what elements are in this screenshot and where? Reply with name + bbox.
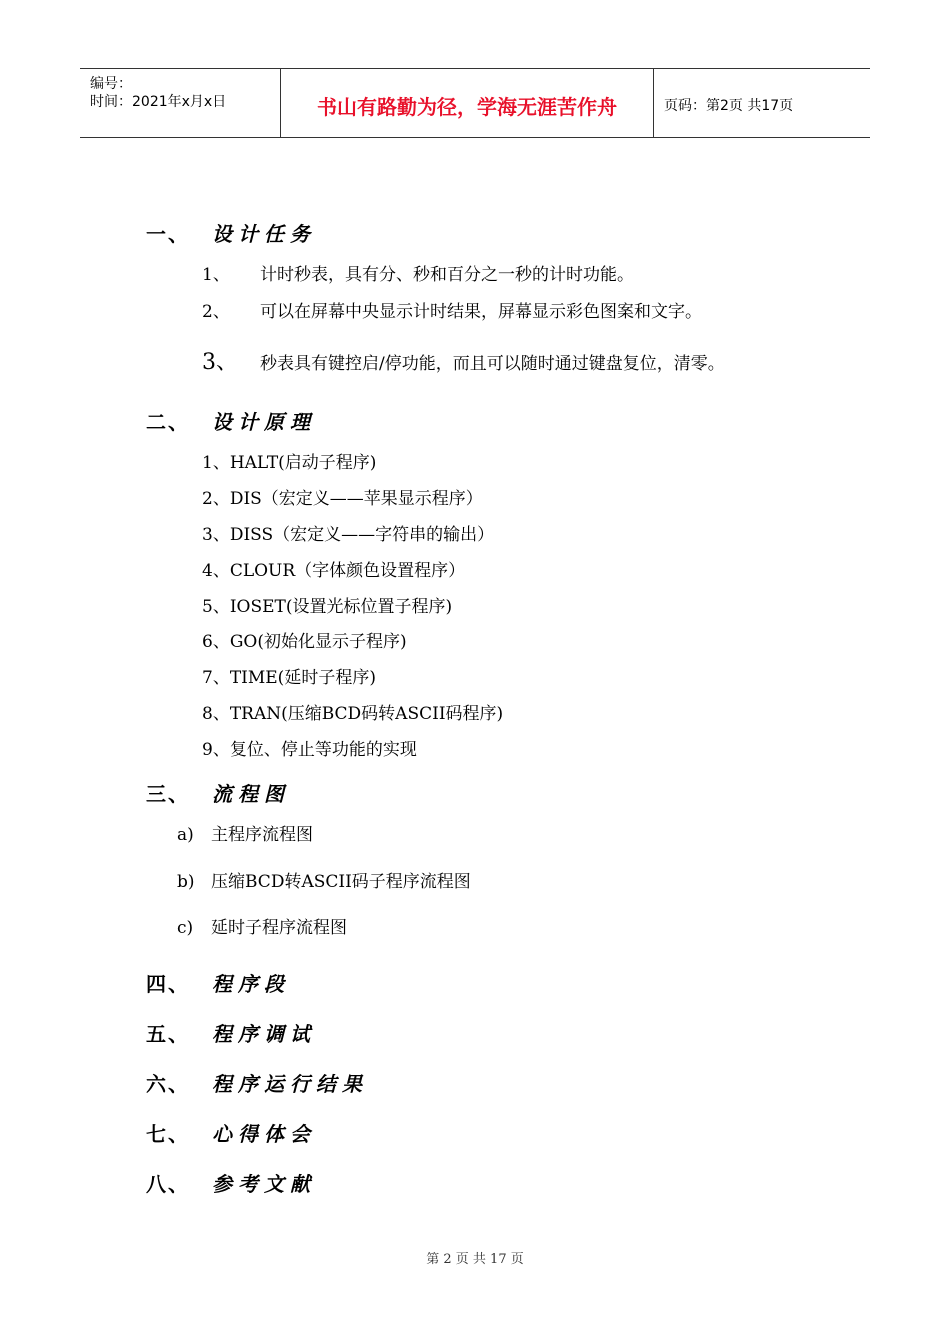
section-number: 四、	[146, 972, 190, 996]
task-item-1	[202, 260, 634, 285]
document-number-label: 编号：	[90, 76, 132, 92]
list-number: a)	[177, 825, 194, 845]
section-heading-5	[146, 1018, 316, 1047]
principle-item-4: 4、CLOUR（字体颜色设置程序）	[202, 561, 466, 581]
task-item-3	[202, 345, 725, 376]
principle-item-9: 9、复位、停止等功能的实现	[202, 740, 417, 760]
header-motto-cell	[281, 69, 654, 137]
flowchart-item-b	[177, 867, 471, 892]
list-number: c)	[177, 918, 194, 938]
section-title: 流程图	[212, 782, 290, 806]
header-page-info: 页码：第2页 共17页	[664, 98, 794, 114]
section-heading-4	[146, 968, 290, 997]
document-time-label: 时间：2021年x月x日	[90, 94, 227, 110]
page-header	[80, 68, 870, 138]
list-number: 1、	[202, 265, 230, 285]
principle-item-8: 8、TRAN(压缩BCD码转ASCII码程序)	[202, 704, 504, 724]
list-text: 主程序流程图	[211, 825, 313, 845]
list-number: b)	[177, 872, 195, 892]
principle-item-5: 5、IOSET(设置光标位置子程序)	[202, 597, 453, 617]
section-heading-6	[146, 1068, 368, 1097]
list-text: 秒表具有键控启/停功能，而且可以随时通过键盘复位，清零。	[260, 354, 725, 374]
list-text: 计时秒表，具有分、秒和百分之一秒的计时功能。	[260, 265, 634, 285]
section-number: 八、	[146, 1172, 190, 1196]
flowchart-item-a	[177, 820, 313, 845]
header-meta-cell	[80, 69, 281, 137]
principle-item-6: 6、GO(初始化显示子程序)	[202, 632, 407, 652]
principle-item-2: 2、DIS（宏定义——苹果显示程序）	[202, 489, 483, 509]
list-text: 延时子程序流程图	[211, 918, 347, 938]
section-heading-8	[146, 1168, 316, 1197]
list-text: 压缩BCD转ASCII码子程序流程图	[211, 872, 471, 892]
section-number: 五、	[146, 1022, 190, 1046]
section-number: 七、	[146, 1122, 190, 1146]
header-motto: 书山有路勤为径，学海无涯苦作舟	[317, 95, 617, 119]
flowchart-item-c	[177, 913, 347, 938]
section-heading-7	[146, 1118, 316, 1147]
task-item-2	[202, 297, 702, 322]
section-number: 三、	[146, 782, 190, 806]
list-number: 2、	[202, 302, 230, 322]
section-title: 心得体会	[212, 1122, 316, 1146]
section-title: 设计原理	[212, 410, 316, 434]
header-page-cell	[654, 69, 870, 137]
list-number: 3、	[202, 350, 238, 375]
principle-item-7: 7、TIME(延时子程序)	[202, 668, 376, 688]
section-number: 六、	[146, 1072, 190, 1096]
section-title: 参考文献	[212, 1172, 316, 1196]
list-text: 可以在屏幕中央显示计时结果，屏幕显示彩色图案和文字。	[260, 302, 702, 322]
section-heading-2	[146, 406, 316, 435]
section-heading-3	[146, 778, 290, 807]
section-number: 一、	[146, 222, 190, 246]
section-title: 程序调试	[212, 1022, 316, 1046]
principle-item-1: 1、HALT(启动子程序)	[202, 453, 377, 473]
page-footer: 第 2 页 共 17 页	[426, 1252, 524, 1267]
section-title: 程序段	[212, 972, 290, 996]
section-heading-1	[146, 218, 316, 247]
principle-item-3: 3、DISS（宏定义——字符串的输出）	[202, 525, 495, 545]
section-number: 二、	[146, 410, 190, 434]
section-title: 设计任务	[212, 222, 316, 246]
section-title: 程序运行结果	[212, 1072, 368, 1096]
